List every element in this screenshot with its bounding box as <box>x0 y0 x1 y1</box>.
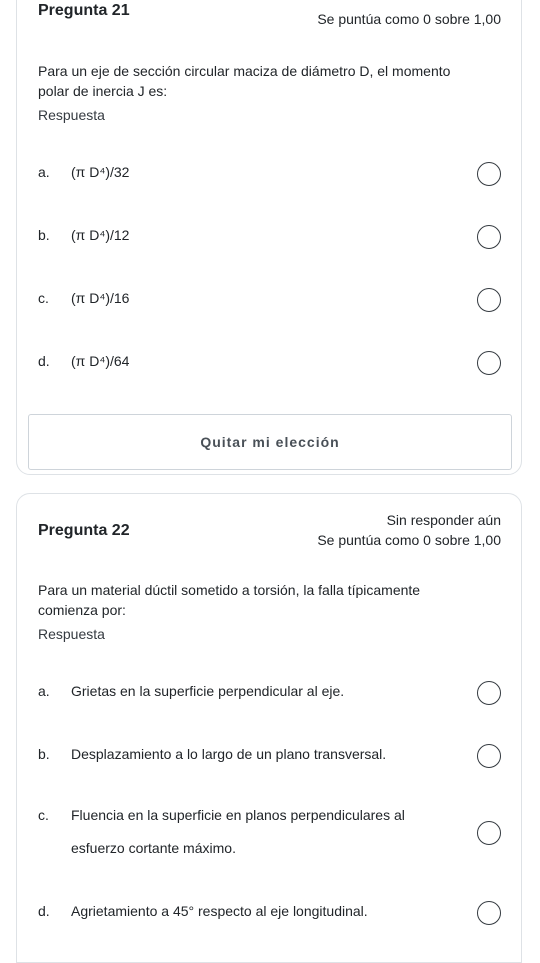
option-text: Grietas en la superficie perpendicular al eje. <box>71 683 345 699</box>
question-21-text: Para un eje de sección circular maciza de diámetro D, el momento polar de inercia J es: <box>38 63 451 99</box>
q21-option-c-radio[interactable] <box>477 288 501 312</box>
question-21-title: Pregunta 21 <box>38 2 130 19</box>
option-text: Desplazamiento a lo largo de un plano transversal. <box>71 746 387 762</box>
question-22-status: Sin responder aún <box>386 512 501 528</box>
option-letter: a. <box>38 164 50 180</box>
question-21-card <box>16 0 522 475</box>
question-22-card <box>16 493 522 963</box>
option-letter: c. <box>38 290 49 306</box>
option-letter: a. <box>38 683 50 699</box>
q22-option-b-radio[interactable] <box>477 744 501 768</box>
q21-option-a-radio[interactable] <box>477 162 501 186</box>
question-21-answer-label: Respuesta <box>38 107 105 123</box>
question-22-text: Para un material dúctil sometido a torsión, la falla típicamente comienza por: <box>38 582 421 618</box>
q21-option-b-radio[interactable] <box>477 225 501 249</box>
option-text: (π D⁴)/12 <box>71 227 130 243</box>
option-letter: b. <box>38 746 50 762</box>
option-text: (π D⁴)/32 <box>71 164 130 180</box>
q22-option-d-radio[interactable] <box>477 901 501 925</box>
option-text: Agrietamiento a 45° respecto al eje longitudinal. <box>71 903 368 919</box>
option-letter: d. <box>38 353 50 369</box>
option-text: (π D⁴)/16 <box>71 290 130 306</box>
option-letter: c. <box>38 807 49 823</box>
q22-option-c-radio[interactable] <box>477 821 501 845</box>
q22-option-a-radio[interactable] <box>477 681 501 705</box>
option-letter: b. <box>38 227 50 243</box>
question-21-mark: Se puntúa como 0 sobre 1,00 <box>317 11 501 27</box>
question-22-mark: Se puntúa como 0 sobre 1,00 <box>317 532 501 548</box>
option-letter: d. <box>38 903 50 919</box>
option-text: Fluencia en la superficie en planos perpendiculares al esfuerzo cortante máximo. <box>71 807 405 856</box>
q21-option-d-radio[interactable] <box>477 351 501 375</box>
clear-choice-button[interactable]: Quitar mi elección <box>28 414 512 470</box>
option-text: (π D⁴)/64 <box>71 353 130 369</box>
question-22-answer-label: Respuesta <box>38 626 105 642</box>
question-22-title: Pregunta 22 <box>38 522 130 539</box>
